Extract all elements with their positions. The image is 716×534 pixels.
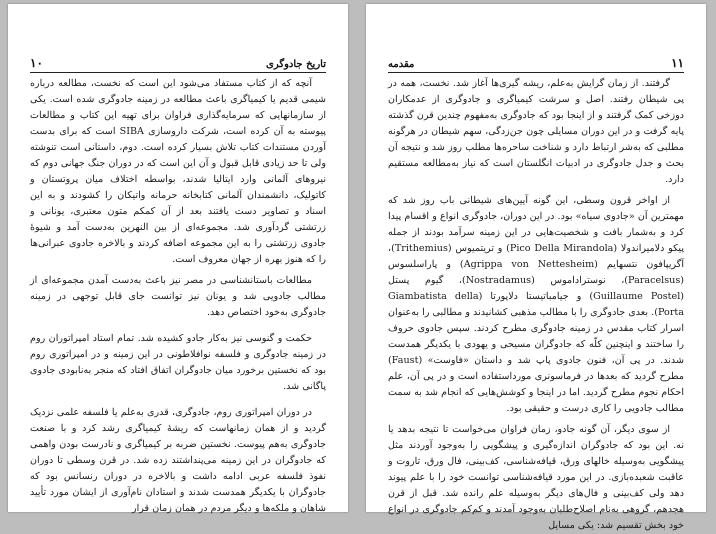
right-running-head xyxy=(388,56,684,73)
right-page xyxy=(366,4,706,531)
paragraph: گرفتند. از زمان گرایش به‌علم، ریشه گیری‌ها آغاز شد. نخست، همه در پی شیطان رفتند. اصل و سرشت کیمیاگری و جادوگری از عدمکاران دوزخی کمک گرفتند و از اینجا بود که جادوگری به‌مفهوم چندین قرن گذشته پایه گرفت و در این دوران مسایلی چون جن‌زدگی، سهم شیطان در هرگونه مطلبی که به‌شر ارتباط دارد و شناخت ساحره‌ها مطلب روز شد و نتیجه آن بحث و جدل جادوگری در ادبیات انگلستان است که نیاز به‌مطالعه مستقیم دارد. xyxy=(388,78,684,185)
left-page-text xyxy=(30,76,326,514)
paragraph: مطالعات باستانشناسی در مصر نیز باعث به‌دست آمدن مجموعه‌ای از مطالب جادویی شد و یونان نیز توانست جای قابل توجهی در زمینه جادوگری به‌خود اختصاص دهد. xyxy=(30,275,326,318)
left-header-title: تاریخ جادوگری xyxy=(266,59,326,70)
right-header-title: مقدمه xyxy=(388,59,415,70)
left-page-number: ۱۰ xyxy=(30,56,43,70)
right-page-text xyxy=(388,76,685,531)
paragraph: آنچه که از کتاب مستفاد می‌شود این است که نخست، مطالعه درباره شیمی قدیم یا کیمیاگری باعث مطالعه در زمینه جادوگری شده است. یکی از سازمانهایی که سرمایه‌گذاری فراوان برای تهیه این کتاب و مطالعات پیوسته به آن کرده است، شرکت داروسازی SIBA است که برای بدست آوردن مستندات کتاب تلاش بسیار کرده است. دوم، داستانی است تنوشته ولی تا حد زیادی قابل قبول و آن این است که در دوران جنگ جهانی دوم که نیروهای آلمانی وارد ایتالیا شدند، بواسطه اختلاف میان پروتستان و کاتولیک، دانشمندان آلمانی کتابخانه حرمانه واتیکان را کشودند و به این اسناد و تصاویر دست یافتند بعد از آن کمکم متون معتبری، یونانی و زرتشتی گردآوری شد. مجموعه‌ای از بین النهرین به‌دست آمد و شیوهٔ جادوی زرتشتی را به این مجموعه اضافه کردند و بالاخره جادوی عبرانی‌ها را که هنوز بهره از جهان معروف است. xyxy=(30,78,326,265)
right-page-number: ۱۱ xyxy=(671,56,684,70)
paragraph: حکمت و گنوسی نیز به‌کار جادو کشیده شد. تمام استاد امپراتوران روم در زمینه جادوگری و فلسفه نوافلاطونی در این زمینه و در امپراتوری روم بود که نخستین برخورد میان جادوگران اتفاق افتاد که منجر به‌نابودی جادوی پاگانی شد. xyxy=(30,333,326,392)
left-page xyxy=(8,4,348,512)
left-running-head xyxy=(30,56,326,73)
paragraph: از سوی دیگر، آن گونه جادو، زمان فراوان می‌خواست تا نتیجه بدهد یا نه. این بود که جادوگران اندازه‌گیری و پیشگویی را به‌وجود آوردند مثل پیشگویی به‌وسیله خالهای ورق، قیافه‌شناسی، کف‌بینی، فال ورق، تاروت و عاقبت شعبده‌بازی. در این مورد قیافه‌شناسی توانست خود را با علم پیوند دهد ولی کف‌بینی و فال‌های دیگر به‌وسیله علم رانده شد. قبل از قرن هجدهم، گروهی به‌نام اصلاح‌طلبان به‌وجود آمدند و کم‌کم جادوگری در انواع خود بخش تقسیم شد: یکی مسایل xyxy=(388,424,684,531)
paragraph: در دوران امپراتوری روم، جادوگری، قدری به‌علم یا فلسفه علمی نزدیک گردید و از همان زمانهاست که ریشهٔ کیمیاگری رشد کرد و با صنعت جادوگری به‌هم پیوست. نخستین ضربه بر کیمیاگری و نادرست بودن واهمی که جادوگران در این زمینه می‌پنداشتند زده شد. در قرن وسطی تا دوران نفوذ فلسفه عربی ادامه داشت و بالاخره در دوران رنسانس بود که جادوگران با یکدیگر همدست شدند و استادان نام‌آوری از ایشان مورد تأیید شاهان و ملکه‌ها و دیگر مردم در همان زمان قرار xyxy=(30,407,326,514)
paragraph: از اواخر قرون وسطی، این گونه آیین‌های شیطانی باب روز شد که مهمترین آن «جادوی سیاه» بود. در این دوران، جادوگری انواع و اقسام پیدا کرد و به‌شمار بافت و شخصیت‌هایی در این زمینه سرآمد بودند از جمله پیکو دلامیراندولا (Pico Della Mirandola) و تریتمیوس (Trithemius)، آگریپافون نتسهایم (Agrippa von Nettesheim) و پاراسلسوس (Paracelsus)، نوستراداموس (Nostradamus)، گیوم پستل (Guillaume Postel) و جیامباتیستا دلاپورتا (Giambatista della Porta). بعدی جادوگری را با مطالب مذهبی کشانیدند و مطالبی را به‌عنوان اسرار کتاب مقدس در زمینه جادوگری مطرح کردند. سپس جادوی حروف را ساختند و اینچنین کلّه که جادوگران مسیحی و یهودی با یکدیگر همدست شدند. در پی آن، فنون جادوی پاپ شد و داستان «فاوست» (Faust) مطرح گردید که بعدها در فرماسونری مورداستفاده است و در پی آن، علم احکام نجوم مطرح گردید. اما در اینجا و کوشش‌هایی که انجام شد به سمت مطالب جادویی را کاری درست و حقیقی بود. xyxy=(388,195,685,414)
